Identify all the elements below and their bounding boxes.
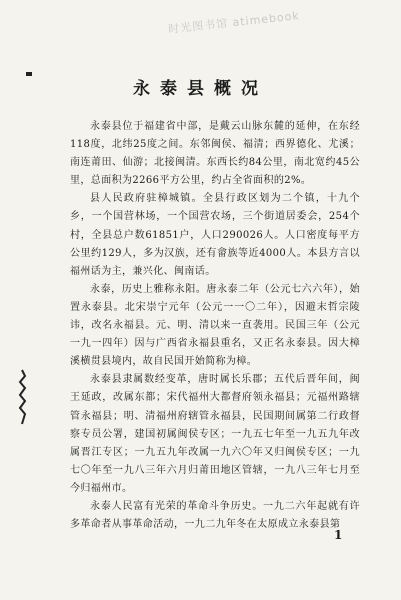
paragraph: 永泰县隶属数经变革，唐时属长乐郡；五代后晋年间，闽王延政，改属东都；宋代福州大都督府领永福县；元福州路辖管永福县；明、清福州府辖管永福县，民国期间属第二行政督察专员公署，建国初属闽侯专区；一九五七年至一九五九年改属晋江专区；一九五九年改属一九六〇年又归闽侯专区；一九七〇年至一九八三年六月归莆田地区管辖，一九八三年七月至今归福州市。 xyxy=(70,374,360,494)
page-number: 1 xyxy=(334,528,343,542)
paragraph: 永泰，历史上雅称永阳。唐永泰二年（公元七六六年），始置永泰县。北宋崇宁元年（公元一一〇二年），因避末哲宗陵讳，改名永福县。元、明、清以来一直袭用。民国三年（公元一九一四年）因与广西省永福县重名，又正名永泰县。因大樟溪横贯县境内，故自民国开始简称为樟。 xyxy=(70,283,360,368)
margin-scribble-mark xyxy=(17,368,28,426)
page-title: 永泰县概况 xyxy=(133,79,268,99)
paragraph: 县人民政府驻樟城镇。全县行政区划为二个镇，十九个乡，一个国营林场，一个国营农场，三个街道居委会，254个村，全县总户数61851户，人口290026人。人口密度每平方公里约129人，多为汉族，还有畲族等近4000人。本县方言以福州话为主，兼兴化、闽南话。 xyxy=(70,193,360,277)
paragraph: 永泰县位于福建省中部，是戴云山脉东麓的延伸，在东经118度，北纬25度之间。东邻闽侯、福清；西界德化、尤溪；南连莆田、仙游；北接闽清。东西长约84公里，南北宽约45公里，总面积为2266平方公里，约占全省面积的2%。 xyxy=(70,121,360,187)
body-text xyxy=(70,118,360,534)
watermark: 时光图书馆 atimebook xyxy=(167,9,301,36)
paragraph: 永泰人民富有光荣的革命斗争历史。一九二六年起就有许多革命者从事革命活动，一九二九年冬在太原成立永泰县第 xyxy=(70,500,360,531)
